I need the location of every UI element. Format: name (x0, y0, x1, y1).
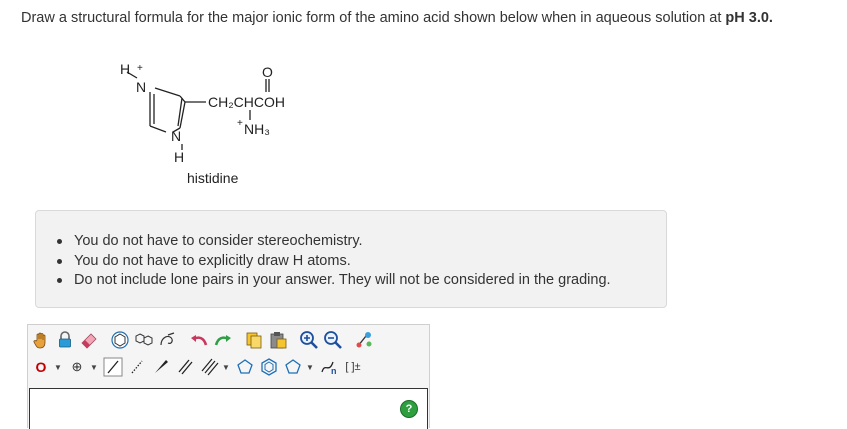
zoom-in-icon[interactable] (298, 329, 320, 351)
cyclopentene-icon[interactable] (282, 356, 304, 378)
drawing-canvas[interactable] (29, 388, 428, 429)
benzene-icon[interactable] (258, 356, 280, 378)
charge-button[interactable] (66, 356, 88, 378)
instructions-list (36, 211, 666, 291)
lock-icon[interactable] (54, 329, 76, 351)
chain-templates-icon[interactable] (157, 329, 179, 351)
charge-label: ⊕ (71, 359, 83, 374)
atom-h-top: H (120, 61, 131, 77)
structure-sketcher (27, 324, 430, 428)
cyclopentane-icon[interactable] (234, 356, 256, 378)
ring-dropdown-icon[interactable]: ▼ (306, 362, 314, 372)
redo-icon[interactable] (212, 329, 234, 351)
triple-bond-icon[interactable] (198, 356, 220, 378)
side-chain-formula: CH₂CHCOH (208, 94, 285, 110)
instruction-item: Do not include lone pairs in your answer. They will not be considered in the grading. (74, 271, 666, 291)
amine-charge: + (237, 118, 243, 129)
double-bond-icon[interactable] (174, 356, 196, 378)
atom-n-top: N (136, 79, 147, 95)
question-ph: pH 3.0. (725, 10, 773, 26)
bond-dropdown-icon[interactable]: ▼ (222, 362, 230, 372)
single-bond-icon[interactable] (102, 356, 124, 378)
amine-group: NH₃ (244, 121, 270, 137)
histidine-structure (110, 58, 350, 193)
eraser-icon[interactable] (78, 329, 100, 351)
bracket-charge-button[interactable] (342, 356, 364, 378)
wedge-bond-icon[interactable] (150, 356, 172, 378)
sgroup-button[interactable] (318, 356, 340, 378)
instruction-item: You do not have to explicitly draw H atoms. (74, 252, 666, 272)
clean-structure-icon[interactable] (353, 329, 375, 351)
atom-h-bottom: H (174, 149, 185, 165)
hand-icon[interactable] (30, 329, 52, 351)
zoom-out-icon[interactable] (322, 329, 344, 351)
undo-icon[interactable] (188, 329, 210, 351)
histidine-structure-drawing (110, 58, 350, 170)
help-button[interactable]: ? (400, 400, 418, 418)
atom-n-bottom: N (171, 128, 182, 144)
instructions-box (35, 210, 667, 308)
question-text (21, 8, 831, 28)
charge-dropdown-icon[interactable]: ▼ (90, 362, 98, 372)
template-ring-icon[interactable] (109, 329, 131, 351)
toolbar-row-2 (30, 354, 366, 380)
atom-label: O (35, 359, 47, 375)
cyclic-templates-icon[interactable] (133, 329, 155, 351)
instruction-item: You do not have to consider stereochemistry. (74, 232, 666, 252)
atom-dropdown-icon[interactable]: ▼ (54, 362, 62, 372)
dashed-bond-icon[interactable] (126, 356, 148, 378)
atom-selector-button[interactable] (30, 356, 52, 378)
question-prompt: Draw a structural formula for the major ionic form of the amino acid shown below when in aqueous solution at (21, 10, 726, 26)
copy-icon[interactable] (243, 329, 265, 351)
molecule-name: histidine (187, 170, 239, 186)
atom-carbonyl-o: O (262, 64, 273, 80)
paste-icon[interactable] (267, 329, 289, 351)
toolbar-row-1 (30, 327, 377, 353)
sn-label: n (331, 366, 337, 376)
bracket-label: [ ]± (345, 361, 361, 373)
n-charge-plus: + (137, 63, 143, 74)
